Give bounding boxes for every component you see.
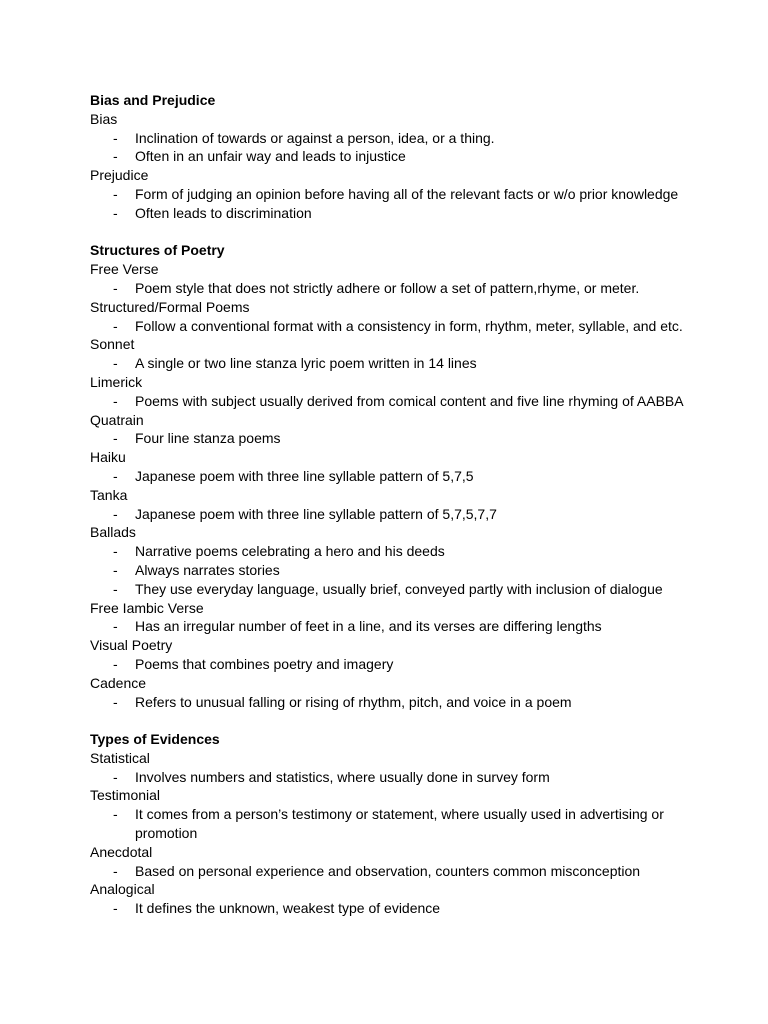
term-visual-poetry: Visual Poetry	[90, 637, 173, 654]
bullet-text: Japanese poem with three line syllable pattern of 5,7,5,7,7	[135, 505, 497, 522]
section-title-structures-of-poetry: Structures of Poetry	[90, 242, 225, 259]
bullet-text: It comes from a person’s testimony or statement, where usually used in advertising or promotion	[135, 806, 664, 842]
bullet-marker: -	[113, 148, 118, 165]
bullet-item	[90, 805, 690, 843]
bullet-text: Four line stanza poems	[135, 430, 281, 447]
term-bias: Bias	[90, 110, 118, 127]
bullet-text: Often leads to discrimination	[135, 204, 312, 221]
bullet-marker: -	[113, 505, 118, 522]
bullet-item	[90, 429, 690, 448]
term-cadence: Cadence	[90, 674, 147, 691]
bullet-text: Has an irregular number of feet in a line, and its verses are differing lengths	[135, 618, 602, 635]
document-page	[90, 91, 690, 918]
bullet-item	[90, 204, 690, 223]
bullet-item	[90, 505, 690, 524]
bullet-text: It defines the unknown, weakest type of evidence	[135, 900, 441, 917]
bullet-marker: -	[113, 467, 118, 484]
bullet-text: Often in an unfair way and leads to injustice	[135, 148, 406, 165]
bullet-item	[90, 279, 690, 298]
bullet-item	[90, 392, 690, 411]
bullet-item	[90, 542, 690, 561]
bullet-text: A single or two line stanza lyric poem written in 14 lines	[135, 355, 477, 372]
section-spacer	[90, 711, 690, 730]
section-title-bias-and-prejudice: Bias and Prejudice	[90, 92, 216, 108]
bullet-item	[90, 655, 690, 674]
bullet-item	[90, 617, 690, 636]
term-quatrain: Quatrain	[90, 411, 144, 428]
bullet-text: Inclination of towards or against a person, idea, or a thing.	[135, 129, 495, 146]
bullet-marker: -	[113, 430, 118, 447]
bullet-marker: -	[113, 618, 118, 635]
term-analogical: Analogical	[90, 881, 155, 898]
term-prejudice: Prejudice	[90, 167, 149, 184]
bullet-marker: -	[113, 355, 118, 372]
section-spacer	[90, 223, 690, 242]
bullet-marker: -	[113, 543, 118, 560]
bullet-text: Poems that combines poetry and imagery	[135, 655, 394, 672]
bullet-marker: -	[113, 655, 118, 672]
bullet-marker: -	[113, 768, 118, 785]
bullet-marker: -	[113, 806, 118, 823]
bullet-text: Follow a conventional format with a consistency in form, rhythm, meter, syllable, and etc.	[135, 317, 683, 334]
bullet-text: Japanese poem with three line syllable pattern of 5,7,5	[135, 467, 474, 484]
bullet-text: Form of judging an opinion before having all of the relevant facts or w/o prior knowledge	[135, 185, 679, 202]
term-ballads: Ballads	[90, 524, 136, 541]
bullet-item	[90, 467, 690, 486]
bullet-item	[90, 899, 690, 918]
term-limerick: Limerick	[90, 373, 143, 390]
term-testimonial: Testimonial	[90, 787, 161, 804]
term-tanka: Tanka	[90, 486, 128, 503]
bullet-text: Poems with subject usually derived from comical content and five line rhyming of AABBA	[135, 392, 684, 409]
bullet-item	[90, 862, 690, 881]
term-haiku: Haiku	[90, 449, 126, 466]
bullet-marker: -	[113, 185, 118, 202]
bullet-text: Involves numbers and statistics, where usually done in survey form	[135, 768, 550, 785]
bullet-marker: -	[113, 900, 118, 917]
bullet-marker: -	[113, 580, 118, 597]
term-free-iambic-verse: Free Iambic Verse	[90, 599, 204, 616]
bullet-text: Based on personal experience and observation, counters common misconception	[135, 862, 641, 879]
bullet-item	[90, 185, 690, 204]
bullet-marker: -	[113, 693, 118, 710]
term-free-verse: Free Verse	[90, 261, 159, 278]
bullet-marker: -	[113, 129, 118, 146]
bullet-item	[90, 768, 690, 787]
section-title-types-of-evidences: Types of Evidences	[90, 731, 220, 748]
bullet-item	[90, 580, 690, 599]
bullet-item	[90, 693, 690, 712]
bullet-text: Refers to unusual falling or rising of rhythm, pitch, and voice in a poem	[135, 693, 572, 710]
bullet-text: Poem style that does not strictly adhere or follow a set of pattern,rhyme, or meter.	[135, 279, 640, 296]
term-statistical: Statistical	[90, 749, 150, 766]
bullet-marker: -	[113, 392, 118, 409]
bullet-marker: -	[113, 862, 118, 879]
bullet-text: They use everyday language, usually brief, conveyed partly with inclusion of dialogue	[135, 580, 663, 597]
bullet-marker: -	[113, 279, 118, 296]
bullet-item	[90, 147, 690, 166]
bullet-marker: -	[113, 561, 118, 578]
bullet-item	[90, 561, 690, 580]
term-structured-formal-poems: Structured/Formal Poems	[90, 298, 250, 315]
term-sonnet: Sonnet	[90, 336, 135, 353]
bullet-marker: -	[113, 317, 118, 334]
bullet-text: Narrative poems celebrating a hero and his deeds	[135, 543, 445, 560]
bullet-item	[90, 354, 690, 373]
bullet-item	[90, 129, 690, 148]
term-anecdotal: Anecdotal	[90, 843, 153, 860]
bullet-text: Always narrates stories	[135, 561, 280, 578]
bullet-marker: -	[113, 204, 118, 221]
bullet-item	[90, 317, 690, 336]
